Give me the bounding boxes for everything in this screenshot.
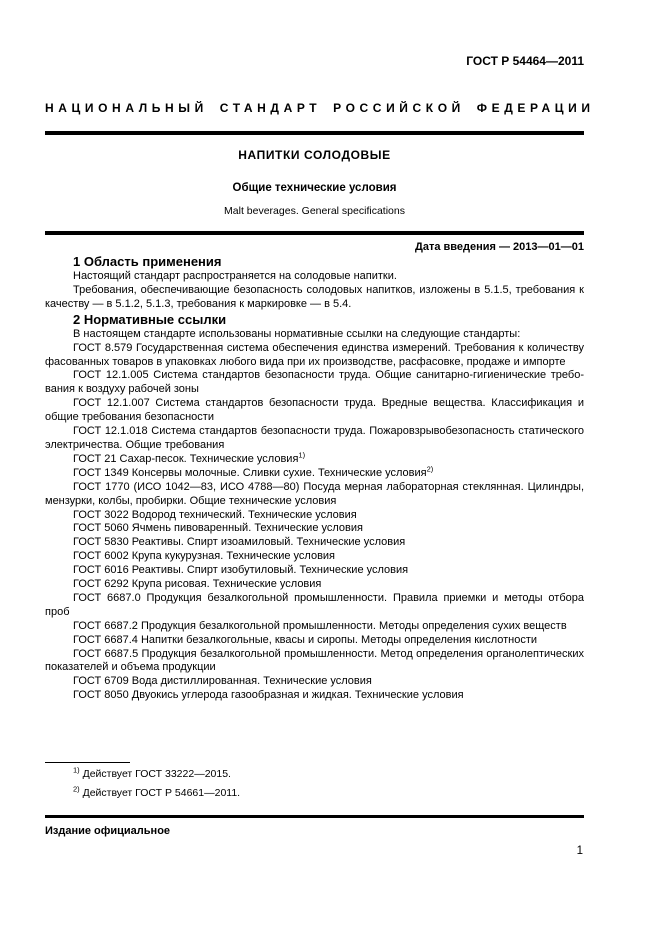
document-title-en: Malt beverages. General specifications [224, 205, 405, 217]
document-title-ru: НАПИТКИ СОЛОДОВЫЕ [238, 148, 391, 162]
reference-item: ГОСТ 12.1.005 Система стандартов безопасности труда. Общие санитарно-гигиенические требования к воздуху рабочей зоны [45, 369, 584, 396]
footnote-marker: 2) [426, 464, 434, 474]
document-subtitle-ru: Общие технические условия [232, 182, 397, 194]
reference-item: ГОСТ 12.1.007 Система стандартов безопасности труда. Вредные вещества. Классификация и общие требования безопасности [45, 397, 584, 424]
reference-item: ГОСТ 3022 Водород технический. Технические условия [73, 508, 357, 521]
header-rule-top [45, 131, 584, 135]
reference-item: ГОСТ 6687.2 Продукция безалкогольной промышленности. Методы определения сухих веществ [73, 619, 567, 632]
reference-item: ГОСТ 21 Сахар-песок. Технические условия$^{1)}$ [73, 450, 306, 465]
footnotes-block [45, 767, 584, 804]
section-2-intro: В настоящем стандарте использованы нормативные ссылки на следующие стандарты: [73, 327, 521, 340]
footnote-marker: 1) [298, 450, 306, 460]
footer-rule [45, 815, 584, 818]
section-1-heading: 1 Область применения [73, 254, 222, 269]
reference-item: ГОСТ 6002 Крупа кукурузная. Технические условия [73, 550, 336, 563]
doc-number: ГОСТ Р 54464—2011 [466, 54, 584, 68]
reference-item: ГОСТ 6709 Вода дистиллированная. Технические условия [73, 675, 372, 688]
section-1-paragraph: Требования, обеспечивающие безопасность солодовых напитков, изложены в 5.1.5, требования к качеству — в 5.1.2, 5.1.3, требования к маркировке — в 5.4. [45, 283, 584, 310]
reference-item: ГОСТ 6687.0 Продукция безалкогольной промышленности. Правила приемки и методы отбора проб [45, 591, 584, 618]
section-2-heading: 2 Нормативные ссылки [73, 311, 227, 327]
footnote-separator-rule [45, 762, 130, 763]
reference-item: ГОСТ 6687.5 Продукция безалкогольной промышленности. Метод определения органолептических показателей и объема продукции [45, 647, 584, 674]
reference-item: ГОСТ 6016 Реактивы. Спирт изобутиловый. Технические условия [73, 564, 409, 577]
standard-banner: НАЦИОНАЛЬНЫЙ СТАНДАРТ РОССИЙСКОЙ ФЕДЕРАЦИИ [45, 101, 595, 115]
section-1-paragraph: Настоящий стандарт распространяется на солодовые напитки. [73, 270, 397, 282]
footnote-item: $^{2)}$ Действует ГОСТ Р 54661—2011. [73, 784, 241, 799]
reference-item: ГОСТ 1349 Консервы молочные. Сливки сухие. Технические условия$^{2)}$ [73, 464, 434, 479]
reference-item: ГОСТ 6292 Крупа рисовая. Технические условия [73, 578, 322, 591]
footnote-marker: 2) [73, 784, 80, 793]
header-rule-bottom [45, 231, 584, 235]
reference-item: ГОСТ 5830 Реактивы. Спирт изоамиловый. Технические условия [73, 536, 406, 549]
reference-item: ГОСТ 8050 Двуокись углерода газообразная и жидкая. Технические условия [73, 689, 464, 702]
references-list [45, 342, 584, 704]
reference-item: ГОСТ 1770 (ИСО 1042—83, ИСО 4788—80) Посуда мерная лабораторная стеклянная. Цилиндры, мензурки, колбы, пробирки. Общие технические условия [45, 480, 584, 507]
reference-item: ГОСТ 6687.4 Напитки безалкогольные, квасы и сиропы. Методы определения кислотности [73, 633, 538, 646]
introduction-date: Дата введения — 2013—01—01 [415, 241, 584, 253]
footnote-item: $^{1)}$ Действует ГОСТ 33222—2015. [73, 765, 231, 780]
reference-item: ГОСТ 8.579 Государственная система обеспечения единства измерений. Требования к количеству фасованных товаров в упаковках любого вида при их производстве, расфасовке, продаже и импорте [45, 341, 584, 368]
edition-label: Издание официальное [45, 825, 171, 837]
reference-item: ГОСТ 5060 Ячмень пивоваренный. Технические условия [73, 522, 363, 535]
reference-item: ГОСТ 12.1.018 Система стандартов безопасности труда. Пожаровзрывобезопасность статического электричества. Общие требования [45, 425, 584, 451]
page-number: 1 [576, 845, 583, 857]
footnote-marker: 1) [73, 765, 80, 775]
